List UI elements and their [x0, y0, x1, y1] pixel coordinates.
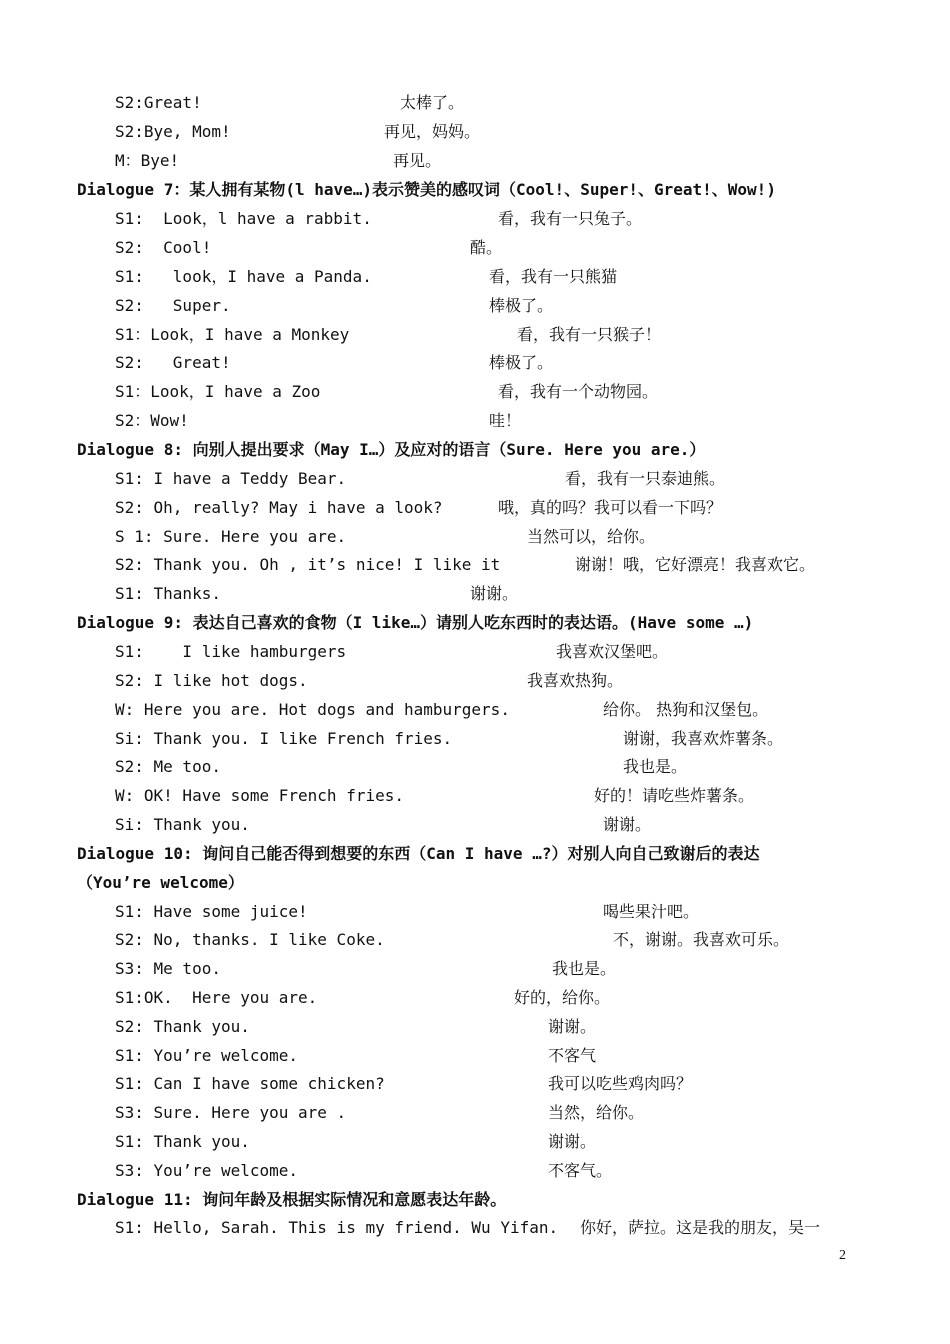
chinese-translation: 棒极了。 [489, 296, 554, 315]
dialogue-heading: Dialogue 9: 表达自己喜欢的食物（I like…）请别人吃东西时的表达语。(Have some …) [77, 613, 754, 632]
english-text: S1: Have some juice! [115, 902, 308, 921]
chinese-translation: 我喜欢热狗。 [527, 671, 624, 690]
chinese-translation: 我可以吃些鸡肉吗？ [548, 1074, 693, 1093]
english-text: M：Bye! [115, 151, 180, 170]
dialogue-line [0, 206, 950, 232]
english-text: S1: look，I have a Panda. [115, 267, 372, 286]
dialogue-line [0, 1129, 950, 1155]
dialogue-line [0, 1158, 950, 1184]
chinese-translation: 不客气 [548, 1046, 597, 1065]
dialogue-line [0, 985, 950, 1011]
dialogue-line [0, 148, 950, 174]
chinese-translation: 我也是。 [552, 959, 617, 978]
english-text: W: Here you are. Hot dogs and hamburgers. [115, 700, 510, 719]
dialogue-line [0, 639, 950, 665]
english-text: S2: Super. [115, 296, 231, 315]
dialogue-line [0, 1043, 950, 1069]
dialogue-heading: Dialogue 10: 询问自己能否得到想要的东西（Can I have …?）对别人向自己致谢后的表达 [77, 844, 760, 863]
chinese-translation: 谢谢。 [548, 1017, 597, 1036]
dialogue-line [0, 668, 950, 694]
dialogue-line [0, 899, 950, 925]
dialogue-line [0, 783, 950, 809]
english-text: Si: Thank you. [115, 815, 250, 834]
dialogue-line [0, 754, 950, 780]
english-text: S1：Look，I have a Monkey [115, 325, 350, 344]
dialogue-line [0, 956, 950, 982]
dialogue-line [0, 726, 950, 752]
dialogue-line [0, 1071, 950, 1097]
english-text: S2:Bye, Mom! [115, 122, 231, 141]
chinese-translation: 你好，萨拉。这是我的朋友，吴一 [580, 1218, 821, 1237]
chinese-translation: 给你。 热狗和汉堡包。 [603, 700, 769, 719]
dialogue-line [0, 927, 950, 953]
chinese-translation: 谢谢！哦，它好漂亮！我喜欢它。 [575, 555, 816, 574]
english-text: S1：Look，I have a Zoo [115, 382, 321, 401]
english-text: S1: Look，l have a rabbit. [115, 209, 372, 228]
dialogue-line [0, 235, 950, 261]
dialogue-heading: Dialogue 11: 询问年龄及根据实际情况和意愿表达年龄。 [77, 1190, 507, 1209]
dialogue-line [0, 293, 950, 319]
dialogue-line [0, 581, 950, 607]
chinese-translation: 谢谢。 [470, 584, 519, 603]
dialogue-line [0, 524, 950, 550]
english-text: S2: Me too. [115, 757, 221, 776]
chinese-translation: 不客气。 [548, 1161, 613, 1180]
english-text: S2:Great! [115, 93, 202, 112]
english-text: Si: Thank you. I like French fries. [115, 729, 453, 748]
english-text: S1: I have a Teddy Bear. [115, 469, 347, 488]
english-text: W: OK! Have some French fries. [115, 786, 404, 805]
chinese-translation: 再见，妈妈。 [384, 122, 481, 141]
dialogue-line [0, 495, 950, 521]
chinese-translation: 看，我有一个动物园。 [498, 382, 659, 401]
chinese-translation: 好的，给你。 [514, 988, 611, 1007]
dialogue-line [0, 1100, 950, 1126]
dialogue-line [0, 350, 950, 376]
chinese-translation: 谢谢。 [603, 815, 652, 834]
english-text: S2：Wow! [115, 411, 189, 430]
dialogue-line [0, 812, 950, 838]
chinese-translation: 太棒了。 [400, 93, 465, 112]
english-text: S 1: Sure. Here you are. [115, 527, 347, 546]
chinese-translation: 看，我有一只兔子。 [498, 209, 643, 228]
chinese-translation: 当然，给你。 [548, 1103, 645, 1122]
page-number: 2 [839, 1248, 846, 1263]
dialogue-line [0, 466, 950, 492]
chinese-translation: 酷。 [470, 238, 503, 257]
chinese-translation: 谢谢，我喜欢炸薯条。 [623, 729, 784, 748]
chinese-translation: 好的！请吃些炸薯条。 [594, 786, 755, 805]
dialogue-line [0, 552, 950, 578]
english-text: S1: Hello, Sarah. This is my friend. Wu Yifan. [115, 1218, 559, 1237]
chinese-translation: 我也是。 [623, 757, 688, 776]
chinese-translation: 我喜欢汉堡吧。 [556, 642, 669, 661]
english-text: S1:OK. Here you are. [115, 988, 318, 1007]
dialogue-line [0, 264, 950, 290]
chinese-translation: 看，我有一只猴子！ [517, 325, 662, 344]
dialogue-line [0, 379, 950, 405]
english-text: S2: I like hot dogs. [115, 671, 308, 690]
english-text: S1: Can I have some chicken? [115, 1074, 385, 1093]
dialogue-heading: Dialogue 7：某人拥有某物(l have…)表示赞美的感叹词（Cool!、Super!、Great!、Wow!) [77, 180, 776, 199]
english-text: S3: Me too. [115, 959, 221, 978]
chinese-translation: 喝些果汁吧。 [603, 902, 700, 921]
dialogue-line [0, 408, 950, 434]
chinese-translation: 棒极了。 [489, 353, 554, 372]
chinese-translation: 当然可以，给你。 [527, 527, 656, 546]
english-text: S2: Great! [115, 353, 231, 372]
dialogue-line [0, 90, 950, 116]
english-text: S1: Thank you. [115, 1132, 250, 1151]
dialogue-line [0, 1014, 950, 1040]
chinese-translation: 哦，真的吗？我可以看一下吗？ [498, 498, 723, 517]
english-text: S1: I like hamburgers [115, 642, 347, 661]
dialogue-line [0, 119, 950, 145]
english-text: S3: You’re welcome. [115, 1161, 299, 1180]
chinese-translation: 谢谢。 [548, 1132, 597, 1151]
dialogue-line [0, 322, 950, 348]
dialogue-line [0, 697, 950, 723]
dialogue-heading: （You’re welcome） [77, 873, 244, 892]
dialogue-heading: Dialogue 8: 向别人提出要求（May I…）及应对的语言（Sure. Here you are.） [77, 440, 706, 459]
english-text: S1: Thanks. [115, 584, 221, 603]
chinese-translation: 不，谢谢。我喜欢可乐。 [613, 930, 790, 949]
chinese-translation: 看，我有一只熊猫 [489, 267, 618, 286]
english-text: S2: Thank you. Oh , it’s nice! I like it [115, 555, 501, 574]
english-text: S2: Thank you. [115, 1017, 250, 1036]
chinese-translation: 哇！ [489, 411, 522, 430]
dialogue-line [0, 1215, 950, 1241]
english-text: S2: Cool! [115, 238, 212, 257]
english-text: S2: Oh, really? May i have a look? [115, 498, 443, 517]
english-text: S2: No, thanks. I like Coke. [115, 930, 385, 949]
chinese-translation: 再见。 [393, 151, 442, 170]
chinese-translation: 看，我有一只泰迪熊。 [565, 469, 726, 488]
english-text: S3: Sure. Here you are . [115, 1103, 347, 1122]
english-text: S1: You’re welcome. [115, 1046, 299, 1065]
